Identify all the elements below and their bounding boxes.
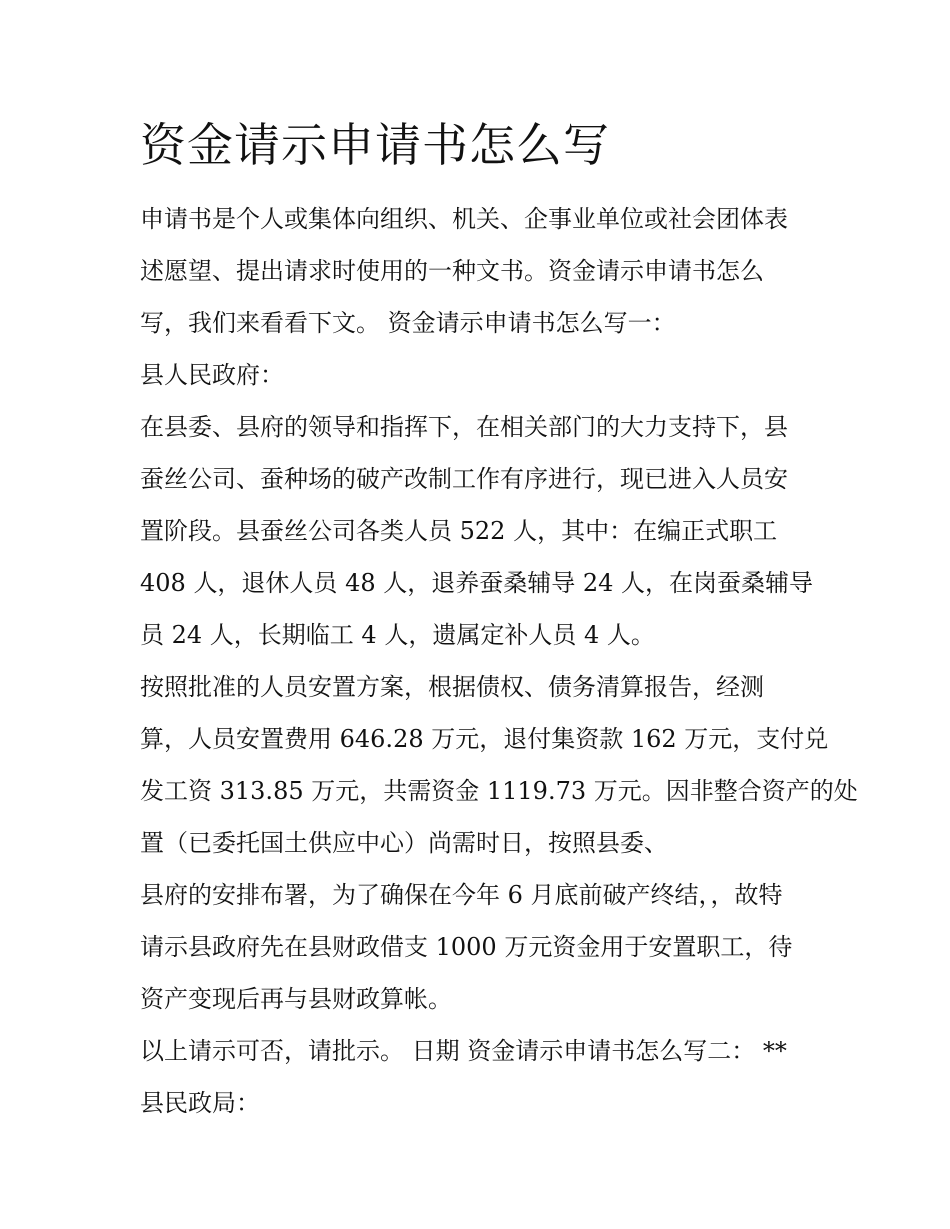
text-line: 员 24 人，长期临工 4 人，遗属定补人员 4 人。 [140, 621, 655, 649]
salutation: 县人民政府： [140, 361, 284, 389]
text-line: 以上请示可否，请批示。 日期 资金请示申请书怎么写二： ** [140, 1037, 787, 1065]
text-line: 申请书是个人或集体向组织、机关、企事业单位或社会团体表 [140, 205, 788, 233]
text-line: 算，人员安置费用 646.28 万元，退付集资款 162 万元，支付兑 [140, 725, 829, 753]
text-line: 述愿望、提出请求时使用的一种文书。资金请示申请书怎么 [140, 257, 764, 285]
document-body [140, 193, 858, 1129]
document-title: 资金请示申请书怎么写 [140, 118, 610, 172]
text-line: 请示县政府先在县财政借支 1000 万元资金用于安置职工，待 [140, 933, 793, 961]
text-line: 置（已委托国土供应中心）尚需时日，按照县委、 [140, 829, 668, 857]
text-line: 在县委、县府的领导和指挥下，在相关部门的大力支持下，县 [140, 413, 788, 441]
salutation: 县民政局： [140, 1089, 260, 1117]
text-line: 置阶段。县蚕丝公司各类人员 522 人，其中：在编正式职工 [140, 517, 778, 545]
text-line: 蚕丝公司、蚕种场的破产改制工作有序进行，现已进入人员安 [140, 465, 788, 493]
text-line: 408 人，退休人员 48 人，退养蚕桑辅导 24 人，在岗蚕桑辅导 [140, 569, 814, 597]
text-line: 资产变现后再与县财政算帐。 [140, 985, 452, 1013]
text-line: 写，我们来看看下文。 资金请示申请书怎么写一： [140, 309, 676, 337]
text-line: 县府的安排布署，为了确保在今年 6 月底前破产终结，，故特 [140, 881, 783, 909]
text-line: 发工资 313.85 万元，共需资金 1119.73 万元。因非整合资产的处 [140, 777, 858, 805]
text-line: 按照批准的人员安置方案，根据债权、债务清算报告，经测 [140, 673, 764, 701]
